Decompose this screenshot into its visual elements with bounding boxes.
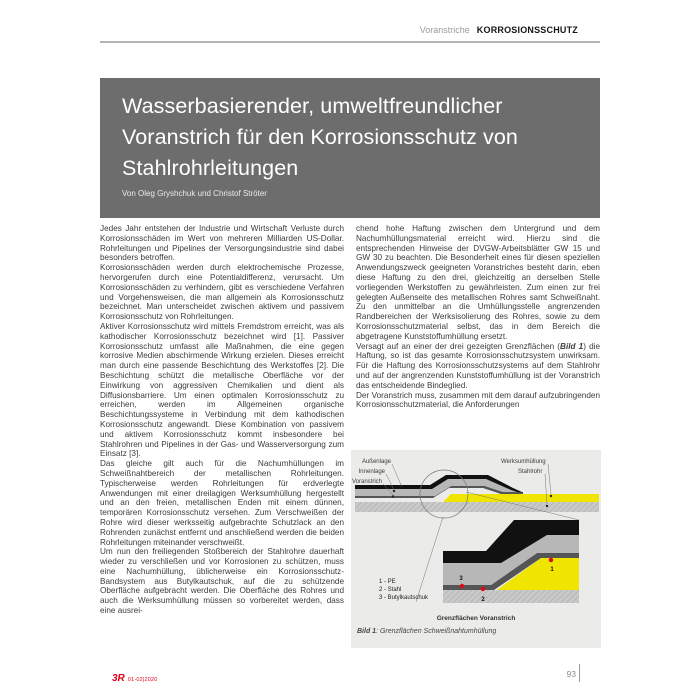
running-header xyxy=(420,25,578,35)
figure-bild-1 xyxy=(351,450,601,648)
paragraph xyxy=(356,342,600,391)
marker-number-2: 2 xyxy=(481,597,485,603)
leader-dot xyxy=(550,495,552,497)
paragraph: Jedes Jahr entstehen der Industrie und Wirtschaft Verluste durch Korrosionsschäden im Wert von mehreren Milliarden US-Dollar. Rohrleitungen und Pipelines der Versorgungsindustrie sind dabei besonders betroffen. xyxy=(100,224,344,263)
figure-reference: Bild 1 xyxy=(560,341,584,351)
figure-caption-text: : Grenzflächen Schweißnahtumhüllung xyxy=(376,628,497,635)
paragraph: Um nun den freiliegenden Stoßbereich der Stahlrohre dauerhaft wieder zu verschließen und vor Korrosionen zu schützen, muss eine Nachumhüllung, üblicherweise ein Korrosionsschutz-Bandsystem aus Butylkautschuk, auf die zu schützende Oberfläche aufgebracht werden. Die Oberfläche des Rohres und auch die Werksumhüllung müssen so vorbereitet werden, dass eine ausrei- xyxy=(100,547,344,616)
figure-subtitle: Grenzflächen Voranstrich xyxy=(436,615,516,622)
page-number-divider xyxy=(579,664,580,682)
journal-logo xyxy=(112,668,158,686)
paragraph-text: Versagt auf an einer der drei gezeigten Grenzflächen ( xyxy=(356,341,561,351)
marker-dot-1 xyxy=(549,558,553,562)
paragraph: Der Voranstrich muss, zusammen mit dem darauf aufzubringenden Korrosionsschutzmaterial, die Anforderungen xyxy=(356,390,600,410)
magnifier-connector xyxy=(416,517,443,602)
marker-dot-3 xyxy=(460,584,464,588)
leader-dot xyxy=(546,505,548,507)
marker-dot-2 xyxy=(481,587,485,591)
inset-steel-layer xyxy=(443,590,579,603)
figure-caption-label: Bild 1 xyxy=(357,628,377,635)
header-section: KORROSIONSSCHUTZ xyxy=(476,25,578,35)
leader-dot xyxy=(392,495,394,497)
figure-caption xyxy=(357,628,601,635)
paragraph-text: ) die Haftung, so ist das gesamte Korrosionsschutzsystem unwirksam. Für die Haftung des Korrosionsschutzsystems auf dem Stahlrohr und auf der angrenzenden Kunststoffumhüllung ist der Voranstrich das entscheidende Bindeglied. xyxy=(356,341,600,390)
label-werksumhuellung: Werksumhüllung xyxy=(501,459,546,465)
header-rule xyxy=(100,41,600,43)
label-stahlrohr: Stahlrohr xyxy=(518,469,543,475)
marker-number-3: 3 xyxy=(459,576,463,582)
label-aussenlage: Außenlage xyxy=(361,459,391,465)
paragraph: Korrosionsschäden werden durch elektrochemische Prozesse, hervorgerufen durch eine Potentialdifferenz, verursacht. Um Korrosionsschäden zu verhindern, gibt es verschiedene Verfahren und Vorgehensweisen, die man allgemein als Korrosionsschutz bezeichnet. Man unterscheidet zwischen aktivem und passivem Korrosionsschutz von Rohrleitungen. xyxy=(100,263,344,322)
leader-dot xyxy=(393,490,395,492)
legend-item-pe: 1 - PE xyxy=(379,579,396,585)
leader-line xyxy=(548,464,551,494)
page-title: Wasserbasierender, umweltfreundlicher Voranstrich für den Korrosionsschutz von Stahlrohrleitungen xyxy=(122,94,518,180)
authors-line: Von Oleg Gryshchuk und Christof Ströter xyxy=(122,189,267,198)
factory-coating-layer xyxy=(443,494,599,502)
title-block xyxy=(100,78,600,218)
paragraph: Aktiver Korrosionsschutz wird mittels Fremdstrom erreicht, was als kathodischer Korrosionsschutz bezeichnet wird [1]. Passiver Korrosionsschutz umfasst alle Maßnahmen, die eine gegen korrosive Medien abschirmende Wirkung erzielen. Dieses erreicht man durch eine passende Beschichtung des Werkstoffes [2]. Die Beschichtung schützt die metallische Oberfläche vor der Einwirkung von aggressiven Chemikalien und dient als Diffusionsbarriere. Um einen optimalen Korrosionsschutz zu erreichen, werden im Allgemeinen organische Beschichtungssysteme in Verbindung mit dem kathodischen Korrosionsschutz angewandt. Diese Kombination von passivem und aktivem Korrosionsschutz kommt insbesondere bei Stahlrohren und Pipelines in der Gas- und Wasserversorgung zum Einsatz [3]. xyxy=(100,321,344,459)
steel-pipe-layer xyxy=(355,502,599,512)
label-voranstrich: Voranstrich xyxy=(351,479,382,485)
header-category: Voranstriche xyxy=(419,25,470,35)
paragraph: Das gleiche gilt auch für die Nachumhüllungen im Schweißnahtbereich der metallischen Rohrleitungen. Typischerweise werden Rohrleitungen für erdverlegte Anwendungen mit einer dreilagigen Werksumhüllung hergestellt und an den freien, metallischen Enden mit einem dünnen, temporären Korrosionsschutz versehen. Zum Verschweißen der Rohre wird dieser werksseitig aufgebrachte Schutzlack an den Rohrenden zunächst entfernt und anschließend werden die beiden Rohrleitungen miteinander verschweißt. xyxy=(100,459,344,547)
page-number: 93 xyxy=(566,669,576,679)
leader-line xyxy=(392,464,401,485)
paragraph: chend hohe Haftung zwischen dem Untergrund und dem Nachumhüllungsmaterial erreicht wird. Hierzu sind die entsprechenden Hinweise der DVGW-Arbeitsblätter GW 15 und GW 30 zu beachten. Die Besonderheit eines für diesen speziellen Anwendungszweck geeigneten Voranstriches besteht darin, eben diese Haftung zu den drei, gleichzeitig an derselben Stelle vorliegenden Werkstoffen zu gewährleisten. Zum einen zur frei gelegten Außenseite des metallischen Rohres samt Schweißnaht. Zu den unmittelbar an die Umhüllungsstelle angrenzenden Randbereichen der Werksisolierung des Rohres, sowie zu dem Korrosionsschutzmaterial selbst, das in dem Bereich die abgetragene Kunststoffumhüllung ersetzt. xyxy=(356,224,600,341)
marker-number-1: 1 xyxy=(550,567,554,573)
leader-dot xyxy=(400,485,402,487)
left-column xyxy=(100,224,344,616)
logo-3r: 3R xyxy=(112,673,125,684)
label-innenlage: Innenlage xyxy=(358,469,385,475)
issue-number: 01-02|2020 xyxy=(127,677,158,683)
legend-item-stahl: 2 - Stahl xyxy=(379,587,402,593)
legend-item-butylkautschuk: 3 - Butylkautschuk xyxy=(379,595,429,601)
figure-diagram xyxy=(351,450,601,612)
